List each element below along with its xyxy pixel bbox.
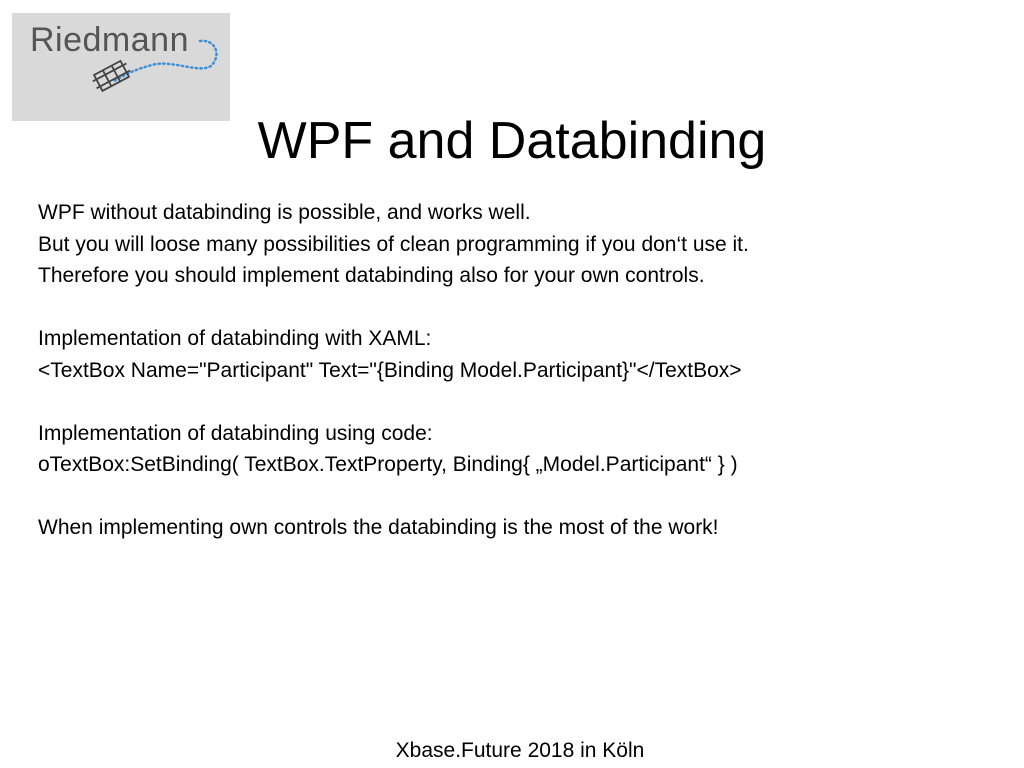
body-line: Implementation of databinding with XAML:: [38, 327, 432, 350]
film-strip-icon: [90, 59, 132, 93]
blank-line: [38, 292, 998, 324]
body-line: WPF without databinding is possible, and works well.: [38, 201, 531, 224]
body-line: Therefore you should implement databinding also for your own controls.: [38, 264, 705, 287]
body-line: Implementation of databinding using code:: [38, 421, 433, 445]
code-line-xaml: <TextBox Name="Participant" Text="{Binding Model.Participant}"</TextBox>: [38, 358, 742, 382]
slide-body: [38, 197, 998, 544]
slide-title: WPF and Databinding: [257, 112, 767, 170]
company-logo: [12, 13, 230, 121]
blank-line: [38, 481, 998, 513]
slide-footer: Xbase.Future 2018 in Köln: [395, 739, 645, 762]
logo-text: Riedmann: [30, 21, 189, 59]
code-line-binding: oTextBox:SetBinding( TextBox.TextProperty, Binding{ „Model.Participant“ } ): [38, 453, 738, 476]
body-line: When implementing own controls the databinding is the most of the work!: [38, 516, 719, 539]
blank-line: [38, 386, 998, 418]
body-line: But you will loose many possibilities of clean programming if you don‘t use it.: [38, 232, 749, 256]
